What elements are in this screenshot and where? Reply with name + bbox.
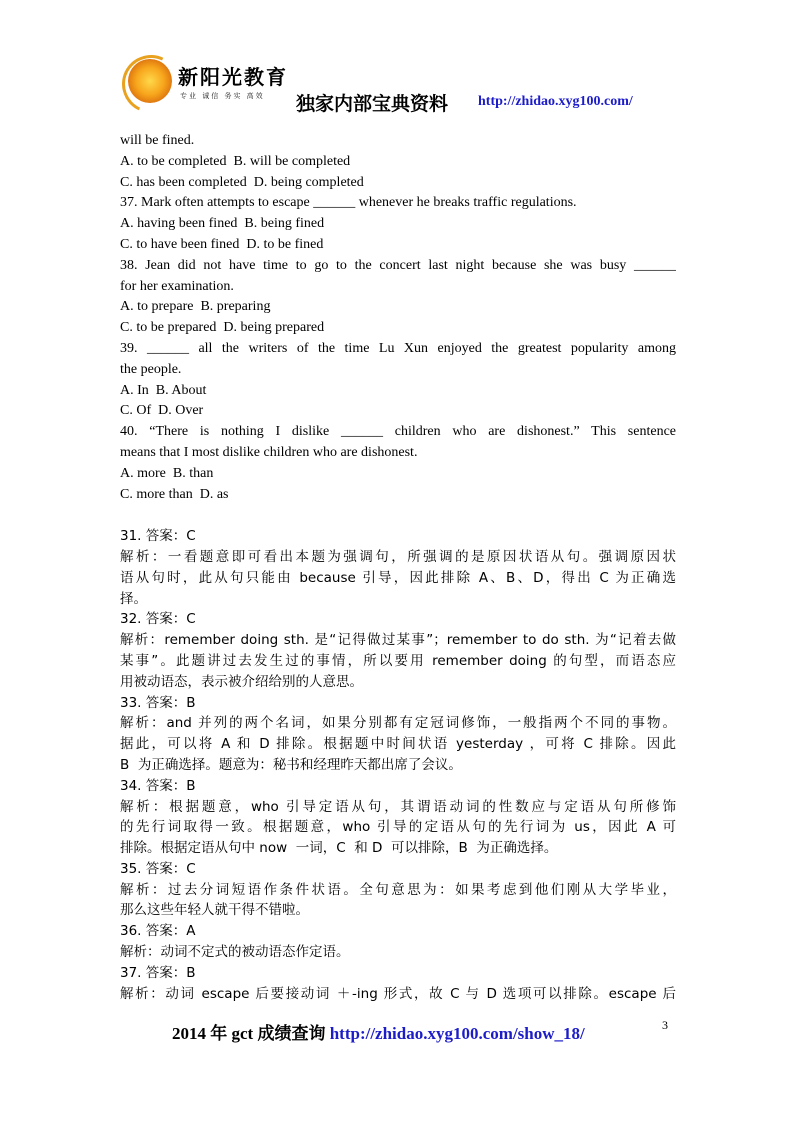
text-line: 32. 答案：C: [120, 611, 196, 628]
page-number: 3: [662, 1018, 668, 1032]
text-line: C. to be prepared D. being prepared: [120, 320, 325, 336]
document-body: [120, 131, 676, 1004]
page-header: [120, 55, 680, 120]
text-line: 35. 答案：C: [120, 860, 196, 877]
logo-tagline: 专业 诚信 务实 高效: [180, 92, 265, 100]
text-line: 的先行词取得一致。根据题意，who 引导的定语从句的先行词为 us，因此 A 可: [120, 819, 676, 836]
text-line: 用被动语态，表示被介绍给别的人意思。: [120, 673, 363, 690]
text-line: 36. 答案：A: [120, 923, 196, 940]
header-link[interactable]: http://zhidao.xyg100.com/: [478, 94, 633, 109]
text-line: 解析：动词 escape 后要接动词 ＋-ing 形式，故 C 与 D 选项可以排除。escape 后: [120, 985, 676, 1002]
text-line: 40. “There is nothing I dislike ______ children who are dishonest.” This sentence: [120, 424, 676, 440]
text-line: A. to be completed B. will be completed: [120, 153, 351, 169]
header-title: 独家内部宝典资料: [296, 93, 449, 115]
text-line: C. has been completed D. being completed: [120, 174, 364, 190]
text-line: 39. ______ all the writers of the time Lu Xun enjoyed the greatest popularity among: [120, 340, 676, 356]
text-line: 34. 答案：B: [120, 777, 196, 794]
text-line: A. In B. About: [120, 382, 207, 398]
text-line: 37. 答案：B: [120, 964, 196, 981]
text-line: will be fined.: [120, 133, 195, 148]
text-line: means that I most dislike children who are dishonest.: [120, 444, 418, 460]
footer-text: 2014 年 gct 成绩查询: [172, 1024, 330, 1043]
text-line: the people.: [120, 361, 182, 377]
text-line: 解析：根据题意，who 引导定语从句，其谓语动词的性数应与定语从句所修饰: [120, 798, 676, 815]
text-line: B 为正确选择。题意为：秘书和经理昨天都出席了会议。: [120, 756, 462, 773]
text-line: 那么这些年轻人就干得不错啦。: [120, 902, 309, 919]
text-line: 解析：remember doing sth. 是“记得做过某事”；remember to do sth. 为“记着去做: [120, 632, 676, 649]
sun-logo-icon: [128, 59, 172, 103]
text-line: 语从句时，此从句只能由 because 引导，因此排除 A、B、D，得出 C 为正确选: [120, 569, 676, 586]
text-line: 择。: [120, 590, 147, 607]
text-line: A. more B. than: [120, 465, 214, 481]
text-line: 37. Mark often attempts to escape ______ whenever he breaks traffic regulations.: [120, 195, 577, 211]
text-line: 38. Jean did not have time to go to the concert last night because she was busy ______: [120, 257, 676, 273]
text-line: C. to have been fined D. to be fined: [120, 236, 324, 252]
logo-name: 新阳光教育: [178, 65, 288, 89]
text-line: A. having been fined B. being fined: [120, 216, 325, 232]
text-line: for her examination.: [120, 278, 234, 294]
text-line: C. more than D. as: [120, 486, 229, 502]
text-line: 解析：一看题意即可看出本题为强调句，所强调的是原因状语从句。强调原因状: [120, 548, 676, 565]
blank-line: [120, 505, 676, 526]
footer-link[interactable]: http://zhidao.xyg100.com/show_18/: [329, 1024, 585, 1043]
page-footer: [172, 1019, 585, 1044]
text-line: 解析：动词不定式的被动语态作定语。: [120, 944, 350, 961]
text-line: 33. 答案：B: [120, 694, 196, 711]
text-line: 排除。根据定语从句中 now 一词，C 和 D 可以排除，B 为正确选择。: [120, 840, 558, 857]
text-line: 解析：过去分词短语作条件状语。全句意思为：如果考虑到他们刚从大学毕业，: [120, 881, 676, 898]
text-line: 解析：and 并列的两个名词，如果分别都有定冠词修饰，一般指两个不同的事物。: [120, 715, 676, 732]
text-line: 据此，可以将 A 和 D 排除。根据题中时间状语 yesterday ，可将 C 排除。因此: [120, 736, 676, 753]
text-line: 31. 答案：C: [120, 528, 196, 545]
text-line: C. Of D. Over: [120, 403, 204, 419]
text-line: 某事”。此题讲过去发生过的事情，所以要用 remember doing 的句型，而语态应: [120, 652, 676, 669]
text-line: A. to prepare B. preparing: [120, 299, 271, 315]
